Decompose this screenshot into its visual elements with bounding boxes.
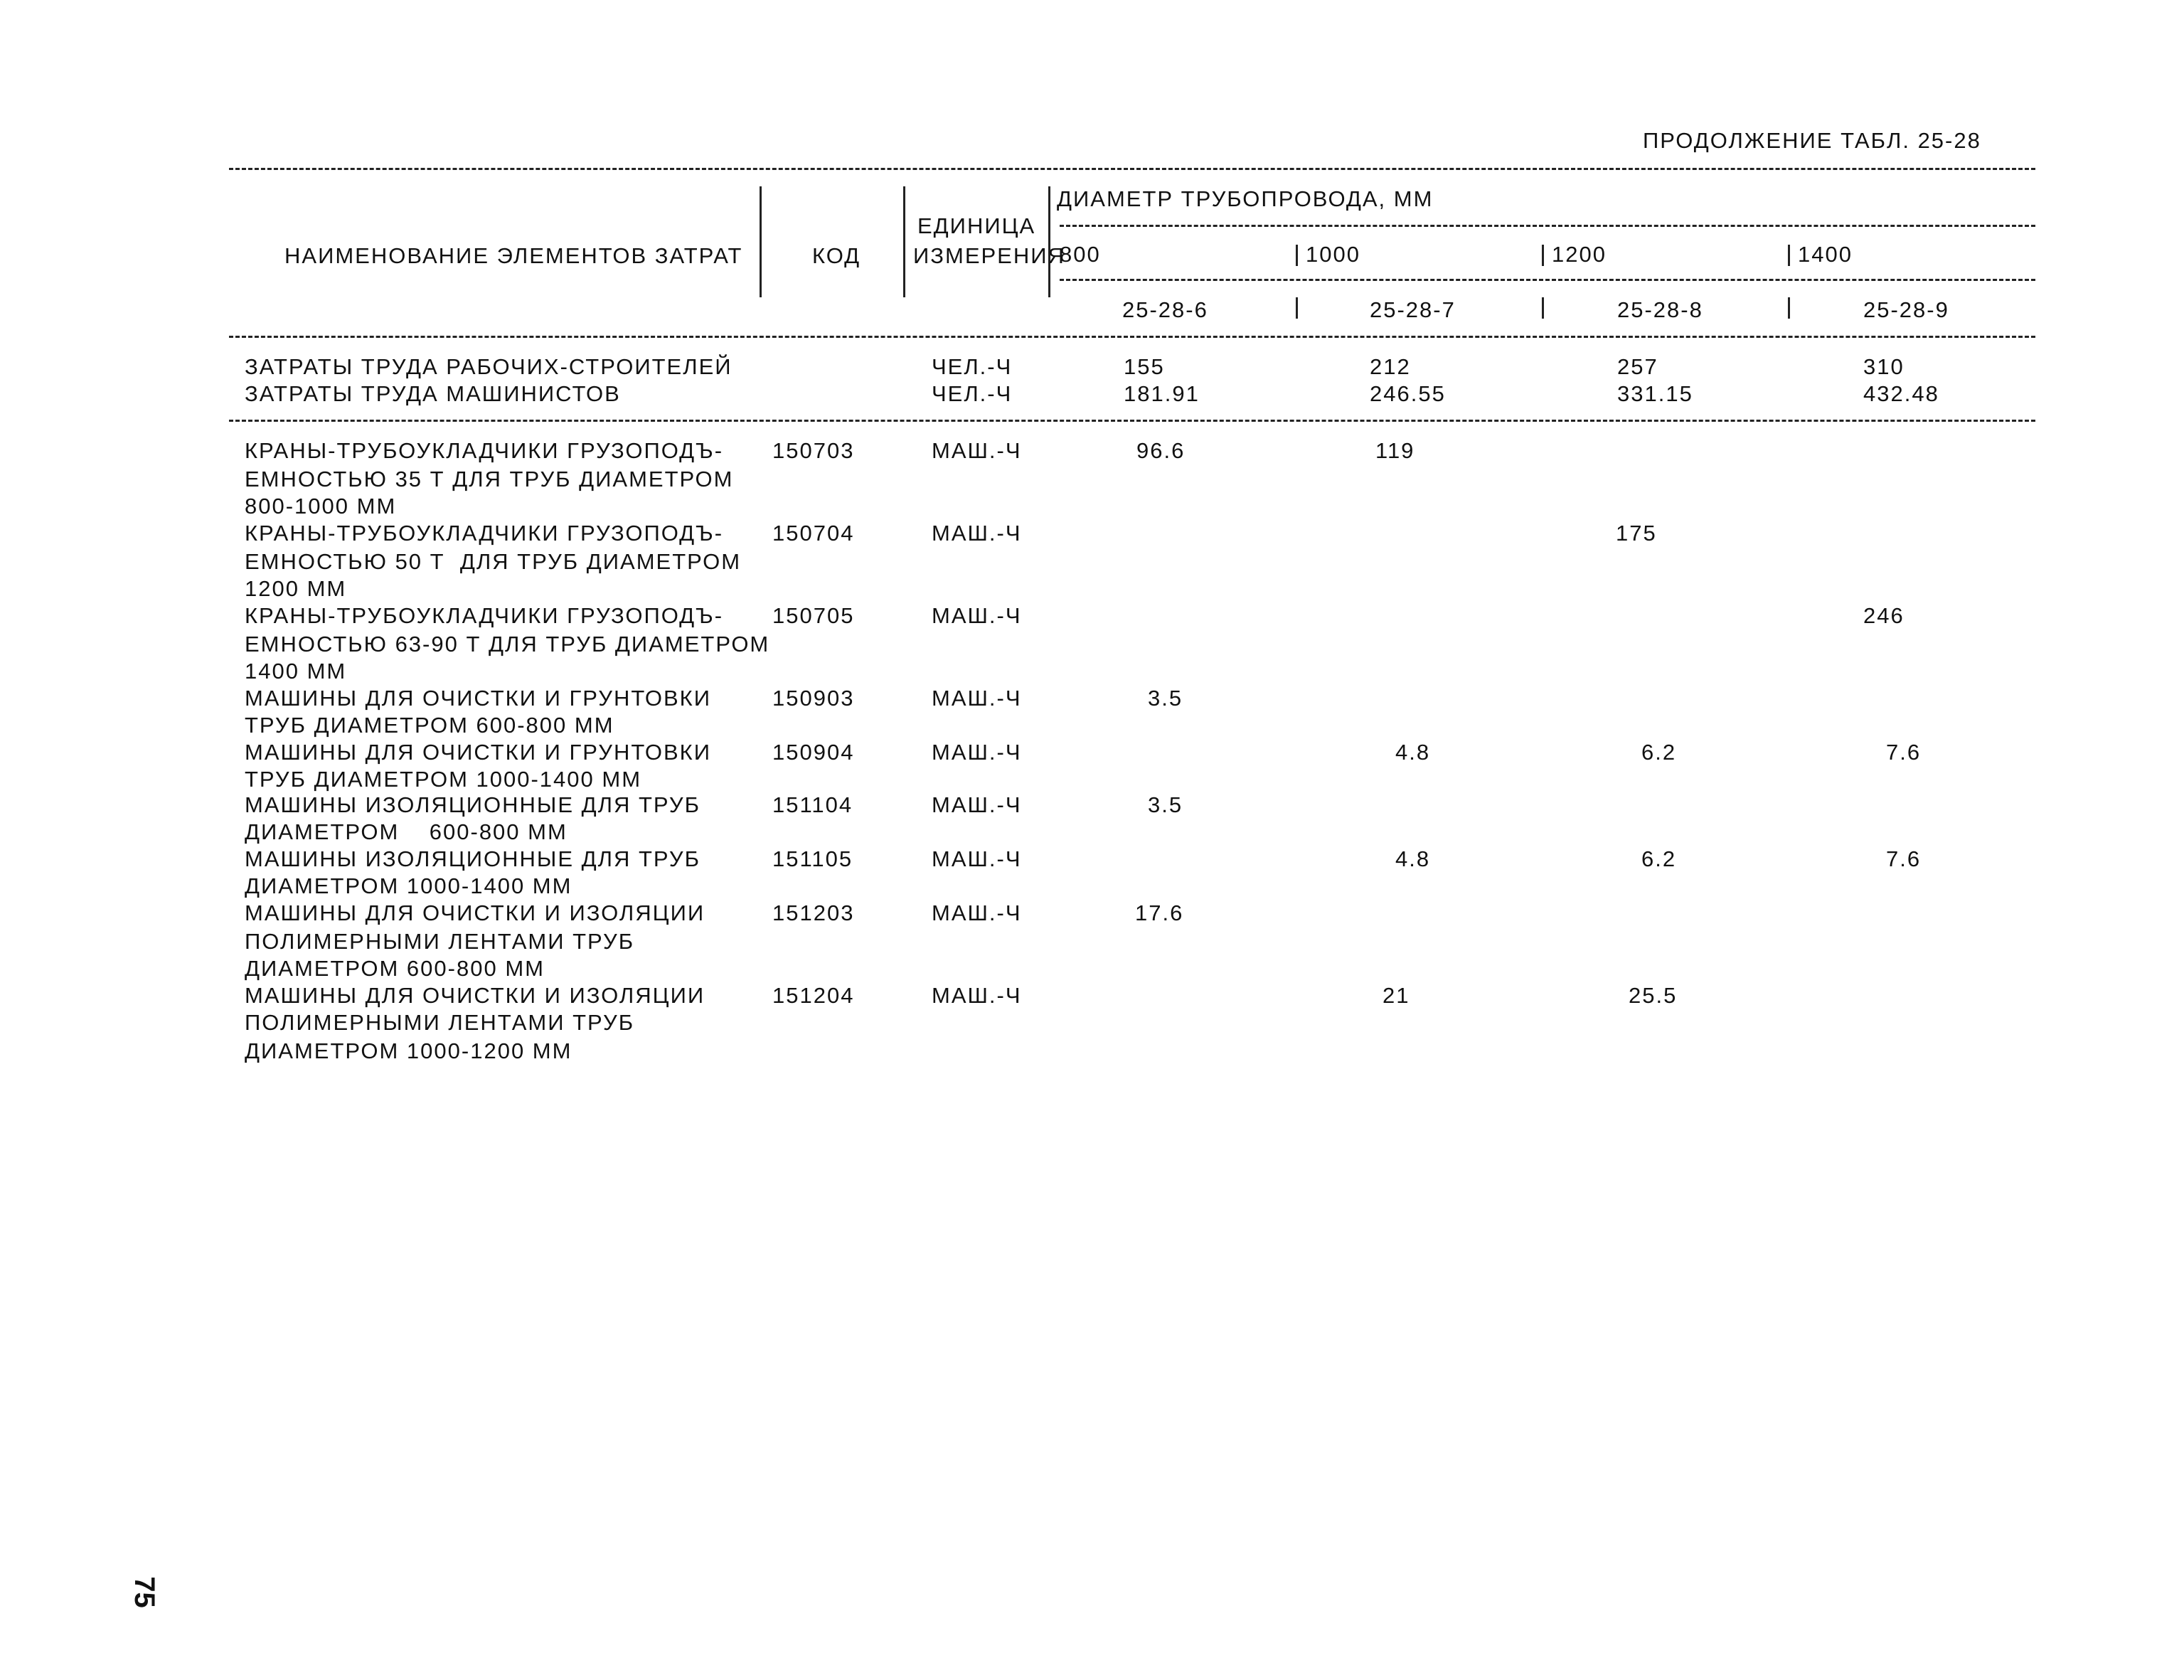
machine-value-1400: 7.6 bbox=[1886, 846, 1922, 871]
header-diameter: ДИАМЕТР ТРУБОПРОВОДА, ММ bbox=[1057, 186, 1434, 211]
header-separator-unit bbox=[1048, 186, 1050, 297]
header-separator-d3 bbox=[1542, 245, 1544, 266]
machine-unit: МАШ.-Ч bbox=[932, 521, 1022, 546]
machine-name-line: КРАНЫ-ТРУБОУКЛАДЧИКИ ГРУЗОПОДЪ- bbox=[245, 521, 724, 546]
machine-name-line: ЕМНОСТЬЮ 63-90 Т ДЛЯ ТРУБ ДИАМЕТРОМ bbox=[245, 632, 770, 656]
diameter-1000: 1000 bbox=[1306, 242, 1360, 267]
labor-unit: ЧЕЛ.-Ч bbox=[932, 381, 1013, 406]
labor-value-1000: 246.55 bbox=[1370, 381, 1446, 406]
header-separator-n3 bbox=[1542, 297, 1544, 319]
header-code: КОД bbox=[812, 243, 861, 268]
page-number: 75 bbox=[128, 1576, 160, 1608]
machine-code: 151104 bbox=[772, 792, 853, 817]
machine-name-line: ЕМНОСТЬЮ 35 Т ДЛЯ ТРУБ ДИАМЕТРОМ bbox=[245, 467, 734, 491]
machine-unit: МАШ.-Ч bbox=[932, 846, 1022, 871]
labor-name: ЗАТРАТЫ ТРУДА РАБОЧИХ-СТРОИТЕЛЕЙ bbox=[245, 354, 733, 379]
machine-name-line: ДИАМЕТРОМ 600-800 ММ bbox=[245, 956, 545, 981]
machine-value-1000: 4.8 bbox=[1395, 846, 1431, 871]
machine-value-800: 17.6 bbox=[1135, 900, 1184, 925]
machine-value-800: 3.5 bbox=[1148, 686, 1183, 711]
machine-name-line: ДИАМЕТРОМ 1000-1200 ММ bbox=[245, 1038, 572, 1063]
machine-name-line: МАШИНЫ ДЛЯ ОЧИСТКИ И ГРУНТОВКИ bbox=[245, 686, 712, 711]
machine-value-1000: 21 bbox=[1383, 983, 1410, 1008]
continuation-caption: ПРОДОЛЖЕНИЕ ТАБЛ. 25-28 bbox=[1643, 128, 1981, 153]
labor-bottom-rule bbox=[229, 420, 2035, 422]
diameter-800: 800 bbox=[1060, 242, 1101, 267]
machine-name-line: МАШИНЫ ИЗОЛЯЦИОННЫЕ ДЛЯ ТРУБ bbox=[245, 792, 701, 817]
machine-code: 150904 bbox=[772, 740, 855, 765]
machine-unit: МАШ.-Ч bbox=[932, 603, 1022, 628]
machine-name-line: ДИАМЕТРОМ 1000-1400 ММ bbox=[245, 873, 572, 898]
header-unit-line2: ИЗМЕРЕНИЯ bbox=[913, 243, 1065, 268]
header-separator-code bbox=[903, 186, 905, 297]
machine-value-1400: 246 bbox=[1863, 603, 1905, 628]
table-top-rule bbox=[229, 168, 2035, 170]
header-inner-rule-2 bbox=[1060, 279, 2035, 281]
machine-name-line: МАШИНЫ ДЛЯ ОЧИСТКИ И ГРУНТОВКИ bbox=[245, 740, 712, 765]
machine-code: 150703 bbox=[772, 438, 855, 463]
machine-name-line: МАШИНЫ ИЗОЛЯЦИОННЫЕ ДЛЯ ТРУБ bbox=[245, 846, 701, 871]
machine-name-line: ПОЛИМЕРНЫМИ ЛЕНТАМИ ТРУБ bbox=[245, 929, 635, 954]
diameter-1200: 1200 bbox=[1552, 242, 1607, 267]
machine-name-line: 1400 ММ bbox=[245, 659, 347, 684]
machine-value-1200: 175 bbox=[1616, 521, 1657, 546]
machine-unit: МАШ.-Ч bbox=[932, 740, 1022, 765]
machine-code: 150705 bbox=[772, 603, 855, 628]
machine-unit: МАШ.-Ч bbox=[932, 686, 1022, 711]
labor-value-1400: 310 bbox=[1863, 354, 1905, 379]
machine-value-800: 96.6 bbox=[1136, 438, 1186, 463]
labor-value-800: 155 bbox=[1124, 354, 1165, 379]
machine-name-line: 800-1000 ММ bbox=[245, 494, 397, 519]
machine-value-1400: 7.6 bbox=[1886, 740, 1922, 765]
machine-name-line: ДИАМЕТРОМ 600-800 ММ bbox=[245, 819, 568, 844]
labor-value-1200: 257 bbox=[1617, 354, 1658, 379]
machine-unit: МАШ.-Ч bbox=[932, 983, 1022, 1008]
norm-25-28-6: 25-28-6 bbox=[1122, 297, 1208, 322]
machine-value-1200: 6.2 bbox=[1641, 740, 1677, 765]
machine-name-line: МАШИНЫ ДЛЯ ОЧИСТКИ И ИЗОЛЯЦИИ bbox=[245, 900, 705, 925]
machine-name-line: МАШИНЫ ДЛЯ ОЧИСТКИ И ИЗОЛЯЦИИ bbox=[245, 983, 705, 1008]
labor-value-1000: 212 bbox=[1370, 354, 1411, 379]
diameter-1400: 1400 bbox=[1798, 242, 1853, 267]
machine-code: 151105 bbox=[772, 846, 853, 871]
machine-value-1000: 4.8 bbox=[1395, 740, 1431, 765]
machine-name-line: КРАНЫ-ТРУБОУКЛАДЧИКИ ГРУЗОПОДЪ- bbox=[245, 603, 724, 628]
labor-value-1200: 331.15 bbox=[1617, 381, 1693, 406]
machine-unit: МАШ.-Ч bbox=[932, 792, 1022, 817]
header-bottom-rule bbox=[229, 336, 2035, 338]
machine-unit: МАШ.-Ч bbox=[932, 438, 1022, 463]
header-separator-d4 bbox=[1788, 245, 1790, 266]
machine-code: 151204 bbox=[772, 983, 855, 1008]
machine-code: 151203 bbox=[772, 900, 855, 925]
machine-code: 150704 bbox=[772, 521, 855, 546]
header-unit-line1: ЕДИНИЦА bbox=[917, 213, 1036, 238]
labor-value-1400: 432.48 bbox=[1863, 381, 1939, 406]
header-separator-n2 bbox=[1296, 297, 1298, 319]
machine-name-line: ТРУБ ДИАМЕТРОМ 1000-1400 ММ bbox=[245, 767, 642, 792]
machine-name-line: КРАНЫ-ТРУБОУКЛАДЧИКИ ГРУЗОПОДЪ- bbox=[245, 438, 724, 463]
header-separator-name bbox=[760, 186, 762, 297]
norm-25-28-8: 25-28-8 bbox=[1617, 297, 1703, 322]
machine-value-1000: 119 bbox=[1375, 438, 1415, 463]
machine-value-1200: 25.5 bbox=[1629, 983, 1678, 1008]
machine-unit: МАШ.-Ч bbox=[932, 900, 1022, 925]
machine-name-line: ЕМНОСТЬЮ 50 Т ДЛЯ ТРУБ ДИАМЕТРОМ bbox=[245, 549, 742, 574]
labor-name: ЗАТРАТЫ ТРУДА МАШИНИСТОВ bbox=[245, 381, 621, 406]
header-separator-d2 bbox=[1296, 245, 1298, 266]
header-name: НАИМЕНОВАНИЕ ЭЛЕМЕНТОВ ЗАТРАТ bbox=[284, 243, 743, 268]
header-separator-n4 bbox=[1788, 297, 1790, 319]
machine-name-line: ТРУБ ДИАМЕТРОМ 600-800 ММ bbox=[245, 713, 614, 738]
machine-value-800: 3.5 bbox=[1148, 792, 1183, 817]
norm-25-28-7: 25-28-7 bbox=[1370, 297, 1456, 322]
header-inner-rule-1 bbox=[1060, 225, 2035, 227]
machine-name-line: 1200 ММ bbox=[245, 576, 347, 601]
labor-value-800: 181.91 bbox=[1124, 381, 1200, 406]
labor-unit: ЧЕЛ.-Ч bbox=[932, 354, 1013, 379]
machine-code: 150903 bbox=[772, 686, 855, 711]
norm-25-28-9: 25-28-9 bbox=[1863, 297, 1949, 322]
machine-name-line: ПОЛИМЕРНЫМИ ЛЕНТАМИ ТРУБ bbox=[245, 1010, 635, 1035]
machine-value-1200: 6.2 bbox=[1641, 846, 1677, 871]
